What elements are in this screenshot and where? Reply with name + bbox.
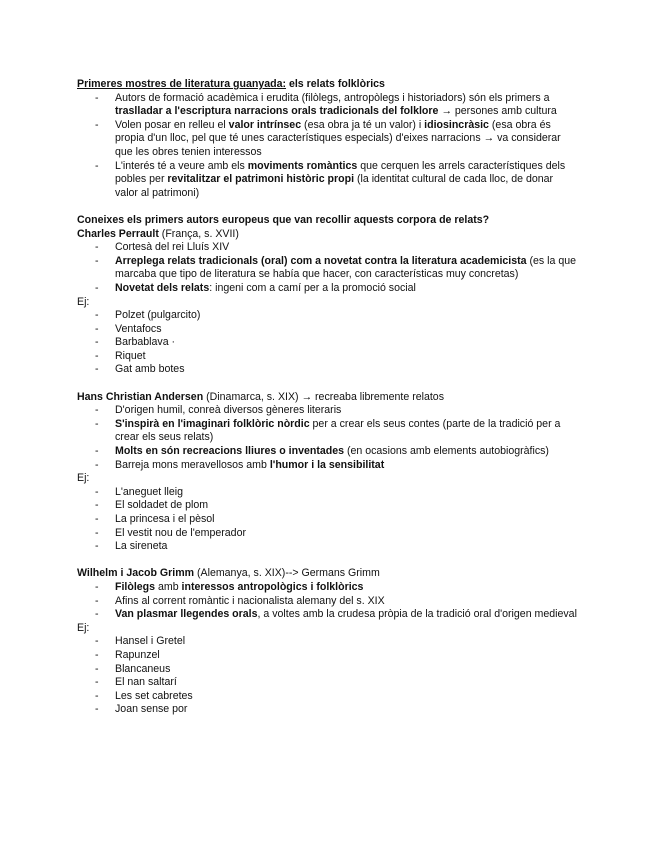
text-run: (esa obra és propia d'un lloc, pel que té unes característiques especials) d'eixes narracions → va considerar que les obres tenien interessos: [115, 118, 561, 158]
examples-list: [77, 635, 577, 717]
bold-text-run: l'humor i la sensibilitat: [269, 458, 385, 471]
list-item-text: [115, 255, 576, 281]
bullet-dash: -: [95, 241, 99, 254]
example-item: [77, 486, 577, 500]
example-item: [77, 690, 577, 704]
example-item: [77, 350, 577, 364]
bullet-dash: -: [95, 499, 99, 512]
example-item: [77, 676, 577, 690]
text-run: Autors de formació acadèmica i erudita (filòlegs, antropòlegs i historiadors) són els primers a: [115, 91, 550, 104]
list-item-text: [115, 404, 341, 416]
list-item-text: [115, 119, 561, 158]
example-item: [77, 513, 577, 527]
text-run: Afins al corrent romàntic i nacionalista alemany del s. XIX: [115, 594, 385, 607]
list-item-text: Gat amb botes: [115, 363, 185, 376]
text-run: Barreja mons meravellosos amb: [115, 458, 270, 471]
section-heading: [77, 391, 577, 405]
list-item-text: L'aneguet lleig: [115, 485, 183, 498]
bullet-dash: -: [95, 458, 99, 471]
section: [77, 78, 577, 200]
bold-text-run: valor intrínsec: [228, 118, 302, 131]
example-item: [77, 336, 577, 350]
example-item: [77, 663, 577, 677]
bold-text-run: Wilhelm i Jacob Grimm: [77, 567, 195, 580]
bullet-dash: -: [95, 349, 99, 362]
list-item-text: [115, 445, 549, 457]
text-run: (en ocasions amb elements autobiogràfics): [344, 445, 549, 458]
list-item-text: Les set cabretes: [115, 689, 193, 702]
list-item-text: [115, 92, 557, 118]
list-item: [77, 92, 577, 119]
text-run: → persones amb cultura: [438, 105, 557, 118]
section: [77, 567, 577, 717]
bullet-dash: -: [95, 513, 99, 525]
list-item-text: Rapunzel: [115, 648, 160, 661]
section-heading: [77, 228, 577, 242]
list-item: [77, 459, 577, 473]
text-run: (Alemanya, s. XIX)--> Germans Grimm: [194, 567, 380, 580]
list-item-text: Polzet (pulgarcito): [115, 309, 201, 322]
section-heading: [77, 78, 577, 92]
bold-text-run: Coneixes els primers autors europeus que van recollir aquests corpora de relats?: [77, 213, 490, 226]
bullet-dash: -: [95, 540, 99, 553]
list-item: [77, 241, 577, 255]
bold-text-run: Filòlegs: [115, 580, 156, 593]
list-item-text: [115, 418, 560, 444]
bullet-dash: -: [95, 580, 99, 593]
bullet-dash: -: [95, 118, 99, 131]
text-run: , a voltes amb la crudesa pròpia de la tradició oral d'origen medieval: [257, 608, 577, 621]
example-item: [77, 363, 577, 377]
examples-label: Ej:: [77, 295, 90, 308]
bold-text-run: Novetat dels relats: [115, 281, 210, 294]
bullet-dash: -: [95, 91, 99, 104]
list-item: [77, 445, 577, 459]
section-gap: [77, 200, 577, 214]
list-item-text: Barbablava ·: [115, 336, 176, 349]
list-item-text: [115, 241, 229, 253]
bold-text-run: Hans Christian Andersen: [77, 390, 204, 403]
section-heading: [77, 567, 577, 581]
example-item: [77, 499, 577, 513]
text-run: (França, s. XVII): [158, 227, 239, 240]
bullet-list: [77, 241, 577, 295]
section-question: [77, 214, 577, 228]
list-item-text: Hansel i Gretel: [115, 635, 186, 648]
bullet-dash: -: [95, 676, 99, 689]
bold-text-run: S'inspirà en l'imaginari folklòric nòrdic: [115, 417, 310, 430]
document-body: [77, 78, 577, 717]
bullet-dash: -: [95, 662, 99, 675]
list-item-text: [115, 282, 416, 294]
bullet-dash: -: [95, 417, 99, 430]
bullet-dash: -: [95, 309, 99, 322]
text-run: (Dinamarca, s. XIX) → recreaba libremente relatos: [203, 390, 444, 403]
list-item-text: [115, 160, 565, 199]
examples-list: [77, 486, 577, 554]
bold-text-run: Van plasmar llegendes orals: [115, 608, 258, 621]
text-run: : ingeni com a camí per a la promoció social: [209, 281, 416, 294]
list-item-text: El soldadet de plom: [115, 499, 209, 512]
example-item: [77, 635, 577, 649]
list-item-text: [115, 595, 385, 607]
bullet-list: [77, 581, 577, 622]
text-run: que cerquen les arrels característiques dels pobles per: [115, 159, 566, 186]
bullet-dash: -: [95, 526, 99, 539]
text-run: D'origen humil, conreà diversos gèneres literaris: [115, 404, 342, 417]
bold-text-run: interessos antropològics i folklòrics: [181, 580, 364, 593]
bold-text-run: Molts en són recreacions lliures o inventades: [115, 445, 345, 458]
bullet-list: [77, 92, 577, 201]
list-item: [77, 595, 577, 609]
bullet-dash: -: [95, 404, 99, 417]
text-run: Cortesà del rei Lluís XIV: [115, 241, 230, 254]
list-item-text: Blancaneus: [115, 662, 171, 675]
example-item: [77, 309, 577, 323]
bullet-dash: -: [95, 689, 99, 702]
bullet-dash: -: [95, 485, 99, 498]
list-item-text: [115, 459, 384, 471]
list-item-text: La princesa i el pèsol: [115, 513, 215, 525]
bullet-list: [77, 404, 577, 472]
bullet-dash: -: [95, 608, 99, 621]
list-item-text: Joan sense por: [115, 703, 188, 716]
example-item: [77, 540, 577, 554]
text-run: Volen posar en relleu el: [115, 118, 229, 131]
bullet-dash: -: [95, 635, 99, 648]
example-item: [77, 649, 577, 663]
examples-label: Ej:: [77, 472, 90, 485]
list-item: [77, 255, 577, 282]
bold-text-run: traslladar a l'escriptura narracions orals tradicionals del folklore: [115, 105, 439, 118]
list-item: [77, 581, 577, 595]
text-run: amb: [155, 580, 182, 593]
section: [77, 214, 577, 377]
example-item: [77, 323, 577, 337]
section-gap: [77, 554, 577, 568]
bullet-dash: -: [95, 336, 99, 349]
bullet-dash: -: [95, 648, 99, 661]
bold-text-run: idiosincràsic: [424, 118, 489, 131]
list-item-text: El vestit nou de l'emperador: [115, 526, 246, 539]
bold-text-run: els relats folklòrics: [286, 78, 385, 90]
bullet-dash: -: [95, 363, 99, 376]
example-item: [77, 527, 577, 541]
bold-text-run: revitalitzar el patrimoni històric propi: [167, 173, 355, 186]
bold-text-run: Arreplega relats tradicionals (oral) com a novetat contra la literatura academicista: [115, 254, 527, 267]
text-run: per a crear els seus contes (parte de la tradició per a crear els seus relats): [115, 417, 561, 444]
text-run: (la identitat cultural de cada lloc, de donar valor al patrimoni): [115, 173, 554, 199]
example-item: [77, 703, 577, 717]
bullet-dash: -: [95, 703, 99, 716]
list-item-text: [115, 608, 577, 620]
bullet-dash: -: [95, 322, 99, 335]
list-item: [77, 608, 577, 622]
examples-label: Ej:: [77, 621, 90, 634]
list-item: [77, 160, 577, 201]
examples-list: [77, 309, 577, 377]
list-item-text: Riquet: [115, 349, 146, 362]
list-item-text: El nan saltarí: [115, 676, 177, 689]
bullet-dash: -: [95, 254, 99, 267]
bold-text-run: Charles Perrault: [77, 227, 159, 240]
text-run: L'interés té a veure amb els: [115, 159, 248, 172]
bold-text-run: moviments romàntics: [247, 159, 358, 172]
list-item-text: [115, 581, 363, 593]
text-run: Primeres mostres de literatura guanyada:: [77, 78, 287, 90]
list-item: [77, 119, 577, 160]
list-item: [77, 282, 577, 296]
list-item: [77, 404, 577, 418]
text-run: (es la que marcaba que tipo de literatura se había que hacer, con características muy concretas): [115, 254, 577, 281]
bullet-dash: -: [95, 594, 99, 607]
section-gap: [77, 377, 577, 391]
section: [77, 391, 577, 554]
list-item-text: Ventafocs: [115, 322, 162, 335]
bullet-dash: -: [95, 281, 99, 294]
list-item: [77, 418, 577, 445]
bold-underline-run: [77, 78, 286, 90]
bullet-dash: -: [95, 159, 99, 172]
bullet-dash: -: [95, 445, 99, 458]
list-item-text: La sireneta: [115, 540, 168, 553]
text-run: (esa obra ja té un valor) i: [301, 118, 425, 131]
